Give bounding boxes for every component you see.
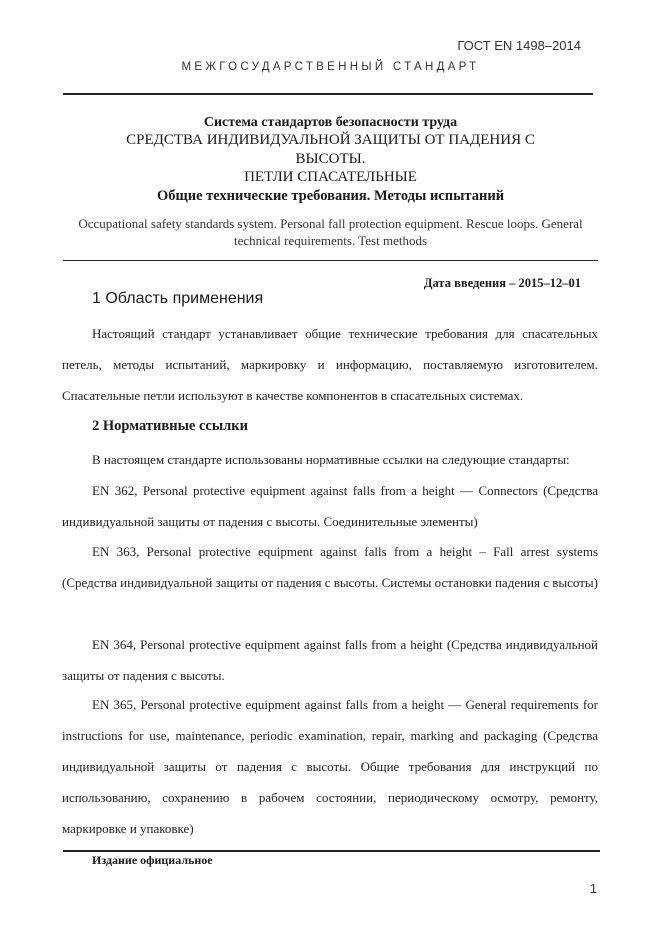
introduction-date: Дата введения – 2015–12–01: [423, 276, 581, 290]
header-divider: [63, 93, 593, 95]
document-title-block: [63, 114, 598, 206]
reference-en365: EN 365, Personal protective equipment against falls from a height — General requirements for instructions for use, maintenance, periodic examination, repair, marking and packaging (Средства индивидуальной защиты от падения с высоты. Общие требования для инструкций по использованию, сохранению в рабочем состоянии, периодическому осмотру, ремонту, маркировке и упаковке): [62, 697, 598, 836]
official-edition-label: Издание официальное: [92, 853, 213, 867]
scope-paragraph: Настоящий стандарт устанавливает общие технические требования для спасательных петель, методы испытаний, маркировку и информацию, поставляемую изготовителем. Спасательные петли используют в качестве компонентов в спасательных системах.: [62, 326, 598, 403]
footer-divider: [63, 850, 600, 852]
title-loops: ПЕТЛИ СПАСАТЕЛЬНЫЕ: [244, 169, 417, 185]
title-subtitle: Общие технические требования. Методы испытаний: [156, 188, 505, 204]
english-title: Occupational safety standards system. Personal fall protection equipment. Rescue loops. General technical requirements. Test methods: [78, 216, 583, 248]
reference-en362: EN 362, Personal protective equipment against falls from a height — Connectors (Средства индивидуальной защиты от падения с высоты. Соединительные элементы): [62, 483, 598, 529]
interstate-standard-label: МЕЖГОСУДАРСТВЕННЫЙ СТАНДАРТ: [181, 61, 480, 73]
references-intro: В настоящем стандарте использованы нормативные ссылки на следующие стандарты:: [92, 452, 570, 467]
reference-en363: EN 363, Personal protective equipment against falls from a height – Fall arrest systems (Средства индивидуальной защиты от падения с высоты. Системы остановки падения с высоты): [62, 544, 598, 590]
title-main-line2: ВЫСОТЫ.: [295, 151, 366, 167]
gost-code: ГОСТ EN 1498–2014: [457, 38, 581, 53]
section-heading-references: 2 Нормативные ссылки: [92, 418, 248, 434]
page-number: 1: [589, 881, 597, 896]
title-main-line1: СРЕДСТВА ИНДИВИДУАЛЬНОЙ ЗАЩИТЫ ОТ ПАДЕНИЯ С: [126, 132, 535, 148]
section-heading-scope: 1 Область применения: [92, 290, 264, 307]
reference-en364: EN 364, Personal protective equipment against falls from a height (Средства индивидуальной защиты от падения с высоты.: [62, 637, 598, 683]
title-divider: [63, 260, 598, 261]
title-system: Система стандартов безопасности труда: [203, 115, 458, 130]
